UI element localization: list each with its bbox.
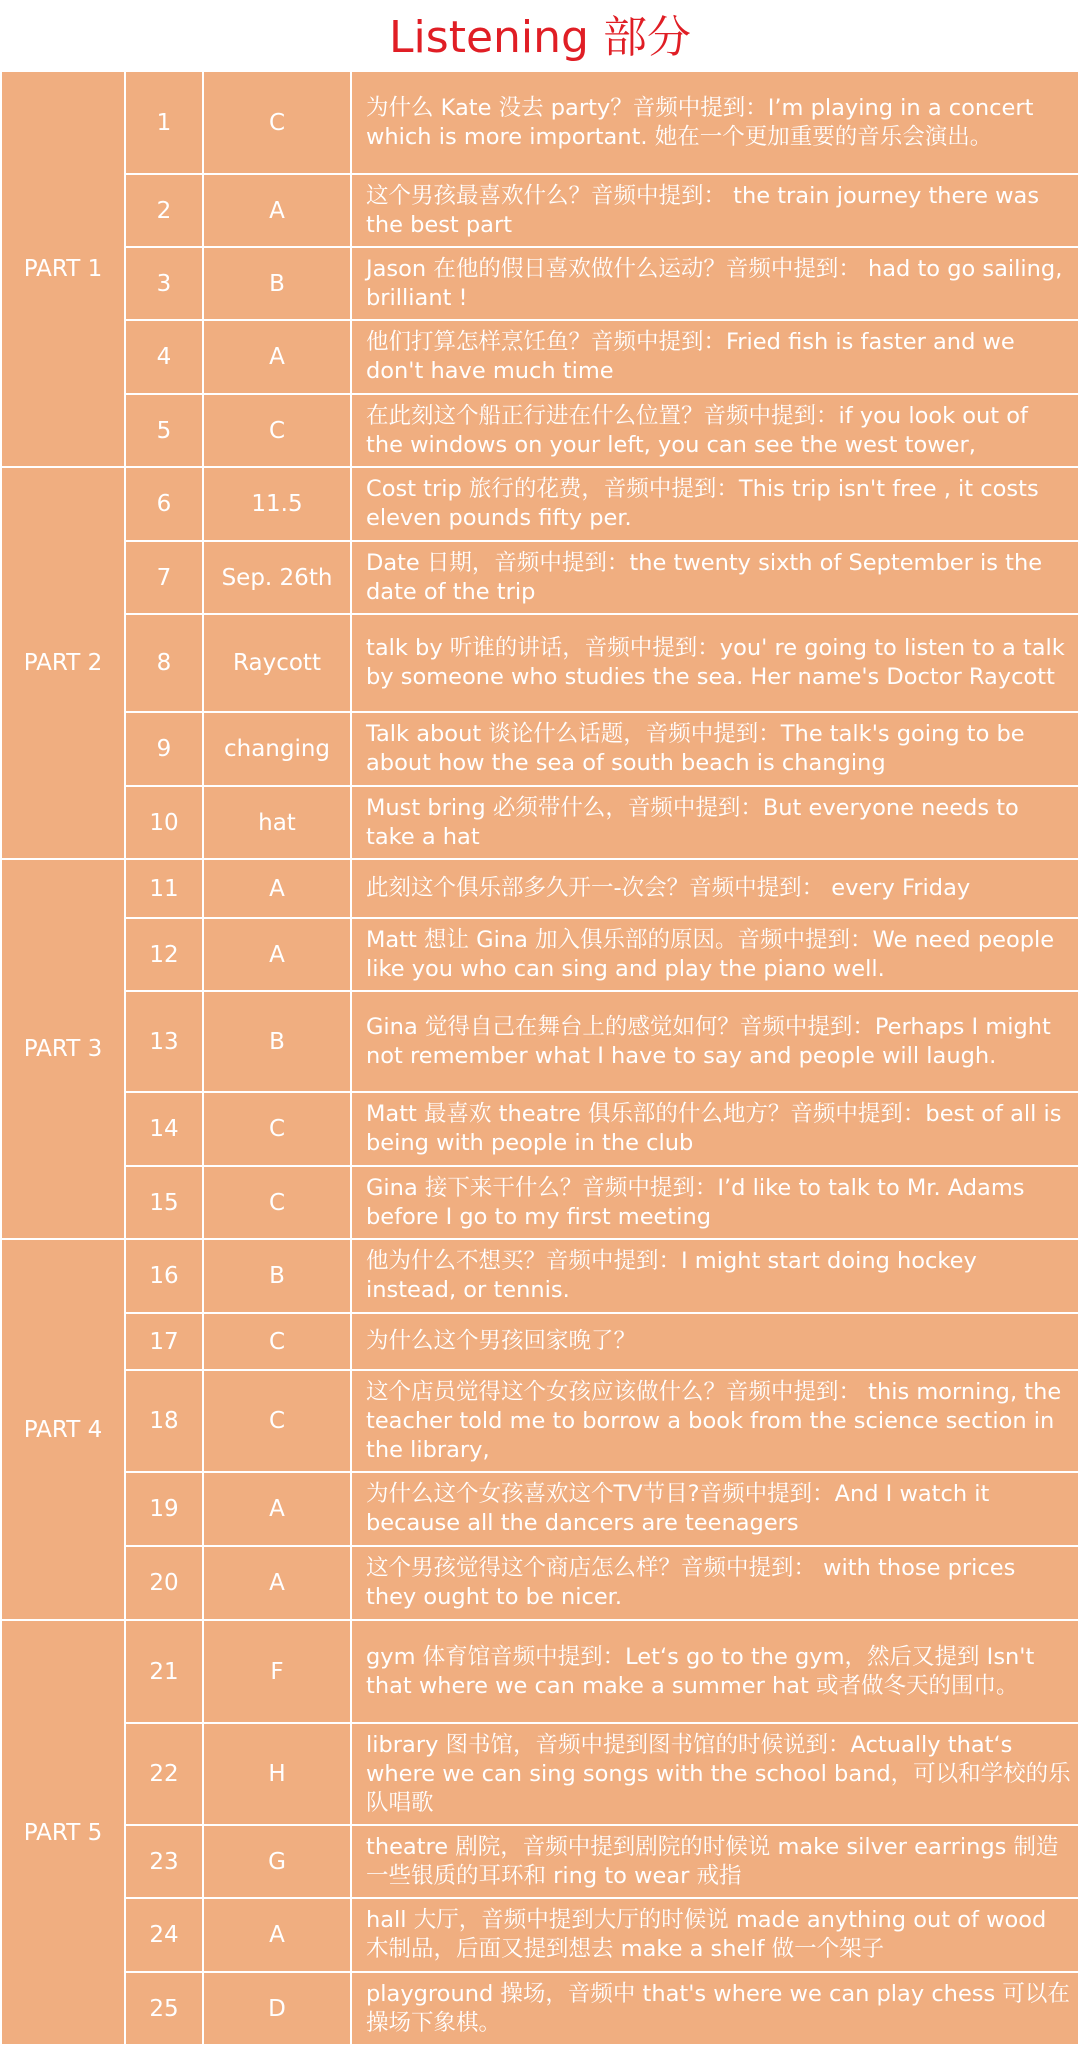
answer-cell: C (203, 1166, 351, 1239)
table-row (1, 1972, 1079, 2045)
answer-cell: Sep. 26th (203, 541, 351, 614)
table-row (1, 918, 1079, 991)
table-row (1, 1723, 1079, 1825)
explanation-cell: Matt 最喜欢 theatre 俱乐部的什么地方？音频中提到：best of all is being with people in the club (351, 1092, 1079, 1166)
table-row (1, 467, 1079, 541)
explanation-cell: Gina 觉得自己在舞台上的感觉如何？音频中提到：Perhaps I might not remember what I have to say and people will laugh. (351, 991, 1079, 1092)
table-row (1, 1472, 1079, 1546)
explanation-cell: Matt 想让 Gina 加入俱乐部的原因。音频中提到：We need people like you who can sing and play the piano well. (351, 918, 1079, 991)
question-number: 3 (125, 247, 203, 320)
question-number: 17 (125, 1313, 203, 1370)
table-row (1, 394, 1079, 467)
question-number: 5 (125, 394, 203, 467)
table-row (1, 71, 1079, 174)
answer-cell: hat (203, 786, 351, 859)
table-row (1, 712, 1079, 786)
answer-cell: A (203, 1472, 351, 1546)
table-row (1, 1620, 1079, 1723)
explanation-cell: 他们打算怎样烹饪鱼？音频中提到：Fried fish is faster and we don't have much time (351, 320, 1079, 394)
question-number: 25 (125, 1972, 203, 2045)
explanation-cell: 他为什么不想买？音频中提到：I might start doing hockey instead, or tennis. (351, 1239, 1079, 1313)
answer-cell: Raycott (203, 614, 351, 712)
answer-cell: B (203, 247, 351, 320)
answers-table-body (1, 71, 1079, 2045)
question-number: 8 (125, 614, 203, 712)
answers-table (0, 70, 1080, 2046)
explanation-cell: 这个店员觉得这个女孩应该做什么？音频中提到： this morning, the teacher told me to borrow a book from the science section in the library, (351, 1370, 1079, 1472)
answer-cell: D (203, 1972, 351, 2045)
explanation-cell: library 图书馆，音频中提到图书馆的时候说到：Actually that‘s where we can sing songs with the school band，可以和学校的乐队唱歌 (351, 1723, 1079, 1825)
explanation-cell: Cost trip 旅行的花费，音频中提到：This trip isn't free , it costs eleven pounds fifty per. (351, 467, 1079, 541)
part-label: PART 2 (1, 467, 125, 859)
answer-cell: C (203, 1313, 351, 1370)
explanation-cell: Gina 接下来干什么？音频中提到：I’d like to talk to Mr. Adams before I go to my first meeting (351, 1166, 1079, 1239)
answer-cell: A (203, 859, 351, 918)
explanation-cell: Must bring 必须带什么，音频中提到：But everyone needs to take a hat (351, 786, 1079, 859)
answer-cell: C (203, 1370, 351, 1472)
table-row (1, 1166, 1079, 1239)
part-label: PART 5 (1, 1620, 125, 2045)
answer-cell: changing (203, 712, 351, 786)
table-row (1, 614, 1079, 712)
answer-cell: 11.5 (203, 467, 351, 541)
explanation-cell: 为什么这个男孩回家晚了？ (351, 1313, 1079, 1370)
table-row (1, 1898, 1079, 1972)
question-number: 21 (125, 1620, 203, 1723)
question-number: 18 (125, 1370, 203, 1472)
question-number: 10 (125, 786, 203, 859)
answer-cell: A (203, 1546, 351, 1620)
part-label: PART 4 (1, 1239, 125, 1620)
question-number: 15 (125, 1166, 203, 1239)
answer-cell: A (203, 1898, 351, 1972)
table-row (1, 1370, 1079, 1472)
answer-cell: C (203, 1092, 351, 1166)
answer-cell: F (203, 1620, 351, 1723)
question-number: 11 (125, 859, 203, 918)
table-row (1, 541, 1079, 614)
answer-cell: B (203, 1239, 351, 1313)
question-number: 24 (125, 1898, 203, 1972)
table-row (1, 1239, 1079, 1313)
table-row (1, 786, 1079, 859)
question-number: 4 (125, 320, 203, 394)
answer-cell: C (203, 71, 351, 174)
answer-cell: A (203, 174, 351, 247)
table-row (1, 320, 1079, 394)
explanation-cell: talk by 听谁的讲话，音频中提到：you' re going to listen to a talk by someone who studies the sea. Her name's Doctor Raycott (351, 614, 1079, 712)
question-number: 7 (125, 541, 203, 614)
explanation-cell: playground 操场，音频中 that's where we can play chess 可以在操场下象棋。 (351, 1972, 1079, 2045)
table-row (1, 1313, 1079, 1370)
table-row (1, 1546, 1079, 1620)
explanation-cell: 这个男孩觉得这个商店怎么样？音频中提到： with those prices they ought to be nicer. (351, 1546, 1079, 1620)
table-row (1, 1092, 1079, 1166)
explanation-cell: Date 日期，音频中提到：the twenty sixth of September is the date of the trip (351, 541, 1079, 614)
table-row (1, 1825, 1079, 1898)
answer-cell: B (203, 991, 351, 1092)
explanation-cell: 在此刻这个船正行进在什么位置？音频中提到：if you look out of the windows on your left, you can see the west tower, (351, 394, 1079, 467)
question-number: 9 (125, 712, 203, 786)
answer-cell: H (203, 1723, 351, 1825)
page-title: Listening 部分 (389, 12, 691, 63)
table-row (1, 991, 1079, 1092)
explanation-cell: 为什么这个女孩喜欢这个TV节目?音频中提到：And I watch it because all the dancers are teenagers (351, 1472, 1079, 1546)
question-number: 14 (125, 1092, 203, 1166)
question-number: 19 (125, 1472, 203, 1546)
explanation-cell: theatre 剧院，音频中提到剧院的时候说 make silver earrings 制造一些银质的耳环和 ring to wear 戒指 (351, 1825, 1079, 1898)
question-number: 13 (125, 991, 203, 1092)
table-row (1, 174, 1079, 247)
question-number: 23 (125, 1825, 203, 1898)
question-number: 16 (125, 1239, 203, 1313)
explanation-cell: Talk about 谈论什么话题，音频中提到：The talk's going to be about how the sea of south beach is changing (351, 712, 1079, 786)
part-label: PART 3 (1, 859, 125, 1239)
question-number: 22 (125, 1723, 203, 1825)
question-number: 2 (125, 174, 203, 247)
answer-cell: C (203, 394, 351, 467)
explanation-cell: hall 大厅，音频中提到大厅的时候说 made anything out of wood 木制品，后面又提到想去 make a shelf 做一个架子 (351, 1898, 1079, 1972)
question-number: 12 (125, 918, 203, 991)
explanation-cell: Jason 在他的假日喜欢做什么运动？音频中提到： had to go sailing, brilliant ! (351, 247, 1079, 320)
explanation-cell: 这个男孩最喜欢什么？音频中提到： the train journey there was the best part (351, 174, 1079, 247)
answer-cell: A (203, 320, 351, 394)
explanation-cell: 此刻这个俱乐部多久开一-次会？音频中提到： every Friday (351, 859, 1079, 918)
table-row (1, 859, 1079, 918)
part-label: PART 1 (1, 71, 125, 467)
question-number: 1 (125, 71, 203, 174)
answer-cell: G (203, 1825, 351, 1898)
table-row (1, 247, 1079, 320)
answer-cell: A (203, 918, 351, 991)
explanation-cell: gym 体育馆音频中提到：Let‘s go to the gym，然后又提到 Isn't that where we can make a summer hat 或者做冬天的围巾。 (351, 1620, 1079, 1723)
question-number: 20 (125, 1546, 203, 1620)
question-number: 6 (125, 467, 203, 541)
explanation-cell: 为什么 Kate 没去 party？音频中提到：I’m playing in a concert which is more important. 她在一个更加重要的音乐会演出。 (351, 71, 1079, 174)
